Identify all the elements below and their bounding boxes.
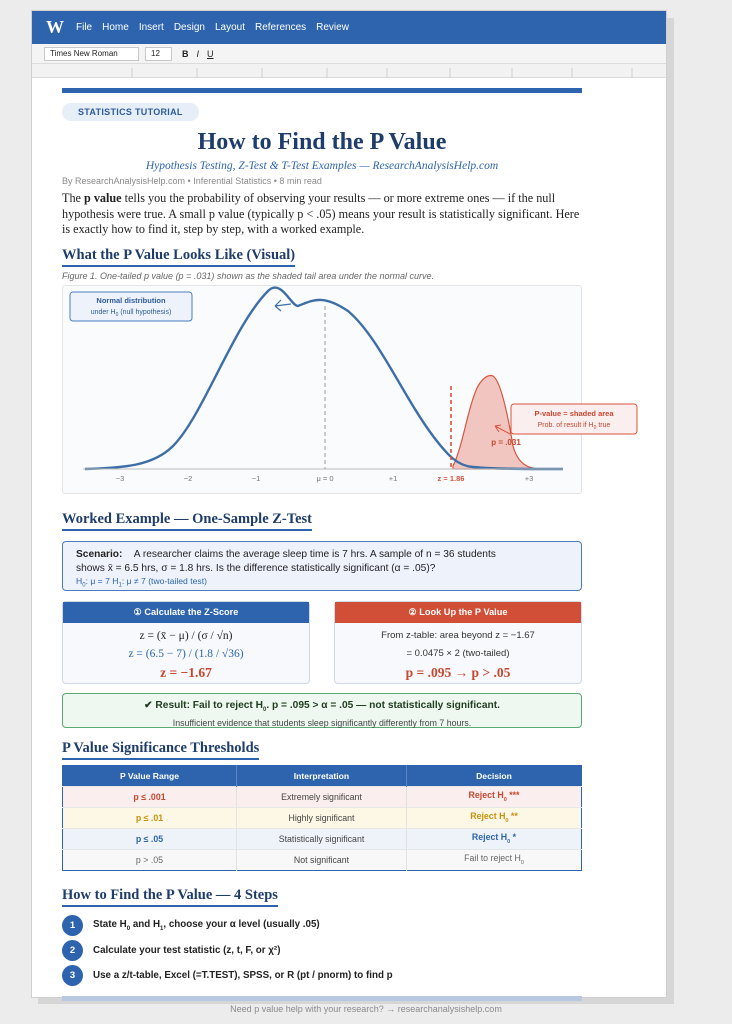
menu-file[interactable]: File bbox=[76, 22, 93, 33]
menubar bbox=[32, 11, 666, 44]
visual-heading: What the P Value Looks Like (Visual) bbox=[62, 247, 295, 267]
thresholds-heading: P Value Significance Thresholds bbox=[62, 740, 259, 760]
font-size-select[interactable]: 12 bbox=[145, 47, 172, 61]
pvalue-result: p = .095 → p > .05 bbox=[405, 664, 511, 680]
column-header: Interpretation bbox=[237, 765, 407, 786]
pvalue-chart-svg bbox=[63, 286, 614, 495]
step-text: Calculate your test statistic (z, t, F, or χ²) bbox=[93, 944, 281, 956]
step-number-badge: 2 bbox=[62, 940, 83, 961]
intro-text-rest: tells you the probability of observing your results — or more extreme ones — if the null hypothesis were true. A small p value (typically p < .05) means your result is statistically significant. Here is exactly how to find it, step by step, with a worked example. bbox=[62, 191, 580, 236]
menu-design[interactable]: Design bbox=[173, 22, 205, 33]
ztable-lookup: From z-table: area beyond z = −1.67 bbox=[381, 629, 535, 641]
x-tick: +1 bbox=[388, 473, 398, 483]
range-cell: p ≤ .001 bbox=[63, 786, 237, 807]
interpretation-cell: Extremely significant bbox=[237, 786, 407, 807]
x-tick: −2 bbox=[183, 473, 193, 483]
thresholds-table bbox=[62, 765, 582, 871]
page-bottom-rule bbox=[62, 996, 582, 1001]
category-badge: STATISTICS TUTORIAL bbox=[62, 103, 199, 121]
format-toolbar bbox=[32, 44, 666, 64]
ruler-ticks bbox=[32, 64, 668, 78]
figure-caption: Figure 1. One-tailed p value (p = .031) shown as the shaded tail area under the normal curve. bbox=[62, 270, 434, 281]
document-page bbox=[62, 88, 614, 988]
hypotheses: $H_0$: μ = 7 $H_1$: μ ≠ 7 (two-tailed test) bbox=[76, 575, 207, 589]
x-tick: μ = 0 bbox=[316, 473, 334, 483]
x-tick: +3 bbox=[524, 473, 534, 483]
x-tick: −3 bbox=[115, 473, 125, 483]
intro-keyword: p value bbox=[84, 191, 122, 205]
column-header: Decision bbox=[407, 765, 582, 786]
table-row bbox=[63, 849, 582, 870]
step-item bbox=[62, 938, 582, 963]
scenario-label: Scenario: bbox=[76, 548, 123, 560]
pvalue-lookup-card bbox=[334, 601, 582, 684]
table-row bbox=[63, 807, 582, 828]
range-cell: p ≤ .05 bbox=[63, 828, 237, 849]
menu-layout[interactable]: Layout bbox=[214, 22, 245, 33]
decision-cell: Fail to reject $H_0$ bbox=[407, 849, 582, 870]
menu-insert[interactable]: Insert bbox=[138, 22, 164, 33]
font-family-select[interactable]: Times New Roman bbox=[44, 47, 139, 61]
example-heading: Worked Example — One-Sample Z-Test bbox=[62, 511, 312, 531]
zscore-result: z = −1.67 bbox=[160, 664, 212, 680]
two-tailed-calc: = 0.0475 × 2 (two-tailed) bbox=[406, 647, 510, 659]
byline: By ResearchAnalysisHelp.com • Inferential Statistics • 8 min read bbox=[62, 176, 322, 186]
zscore-card-title: ① Calculate the Z-Score bbox=[63, 602, 309, 623]
range-cell: p ≤ .01 bbox=[63, 807, 237, 828]
callout-title: P-value = shaded area bbox=[534, 408, 614, 418]
step-number-badge: 1 bbox=[62, 915, 83, 936]
interpretation-cell: Highly significant bbox=[237, 807, 407, 828]
ruler[interactable] bbox=[32, 64, 666, 78]
legend-subtitle: under $H_0$ (null hypothesis) bbox=[90, 308, 172, 318]
intro-paragraph bbox=[62, 191, 582, 238]
shaded-area-label: p = .031 bbox=[491, 437, 521, 447]
steps-heading: How to Find the P Value — 4 Steps bbox=[62, 887, 278, 907]
zscore-formula: z = (x̄ − μ) / (σ / √n) bbox=[139, 629, 233, 642]
interpretation-cell: Statistically significant bbox=[237, 828, 407, 849]
step-number-badge: 3 bbox=[62, 965, 83, 986]
italic-button[interactable]: I bbox=[196, 48, 200, 59]
calculation-cards bbox=[62, 601, 582, 684]
table-row bbox=[63, 828, 582, 849]
scenario-line-2: shows x̄ = 6.5 hrs, σ = 1.8 hrs. Is the difference statistically significant (α = .05)? bbox=[76, 562, 436, 574]
decision-cell: Reject $H_0$ ** bbox=[407, 807, 582, 828]
underline-button[interactable]: U bbox=[207, 48, 214, 59]
scenario-box bbox=[62, 541, 582, 591]
callout-subtitle: Prob. of result if $H_0$ true bbox=[537, 421, 611, 431]
app-logo-icon: W bbox=[46, 17, 64, 37]
curve-arrow-icon bbox=[275, 300, 291, 311]
x-tick: −1 bbox=[251, 473, 261, 483]
decision-cell: Reject $H_0$ *** bbox=[407, 786, 582, 807]
range-cell: p > .05 bbox=[63, 849, 237, 870]
legend-title: Normal distribution bbox=[96, 295, 166, 305]
step-item bbox=[62, 963, 582, 988]
page-top-rule bbox=[62, 88, 582, 93]
x-tick-critical: z = 1.86 bbox=[437, 473, 465, 483]
step-item bbox=[62, 913, 582, 938]
intro-text-start: The bbox=[62, 191, 84, 205]
step-text: State $H_0$ and $H_1$, choose your α level (usually .05) bbox=[93, 918, 320, 932]
bold-button[interactable]: B bbox=[182, 48, 189, 59]
decision-cell: Reject $H_0$ * bbox=[407, 828, 582, 849]
menu-references[interactable]: References bbox=[255, 22, 307, 33]
zscore-substitution: z = (6.5 − 7) / (1.8 / √36) bbox=[128, 647, 244, 660]
result-box bbox=[62, 693, 582, 728]
pvalue-card-title: ② Look Up the P Value bbox=[335, 602, 581, 623]
table-row bbox=[63, 786, 582, 807]
scenario-line-1 bbox=[76, 548, 568, 562]
scenario-text-1: A researcher claims the average sleep time is 7 hrs. A sample of n = 36 students bbox=[133, 548, 496, 560]
menu-home[interactable]: Home bbox=[102, 22, 129, 33]
result-explanation: Insufficient evidence that students sleep significantly differently from 7 hours. bbox=[172, 717, 472, 728]
footer-link[interactable]: Need p value help with your research? → researchanalysishelp.com bbox=[230, 1004, 502, 1014]
result-conclusion: ✔ Result: Fail to reject $H_0$. p = .095 > α = .05 — not statistically significant. bbox=[144, 699, 500, 713]
page-subtitle: Hypothesis Testing, Z-Test & T-Test Examples — ResearchAnalysisHelp.com bbox=[145, 160, 499, 172]
interpretation-cell: Not significant bbox=[237, 849, 407, 870]
menu-review[interactable]: Review bbox=[316, 22, 349, 33]
column-header: P Value Range bbox=[63, 765, 237, 786]
pvalue-chart bbox=[62, 285, 614, 494]
step-text: Use a z/t-table, Excel (=T.TEST), SPSS, or R (pt / pnorm) to find p bbox=[93, 969, 393, 981]
steps-list bbox=[62, 913, 582, 988]
page-title: How to Find the P Value bbox=[197, 129, 447, 155]
table-header-row bbox=[63, 765, 582, 786]
zscore-card bbox=[62, 601, 310, 684]
